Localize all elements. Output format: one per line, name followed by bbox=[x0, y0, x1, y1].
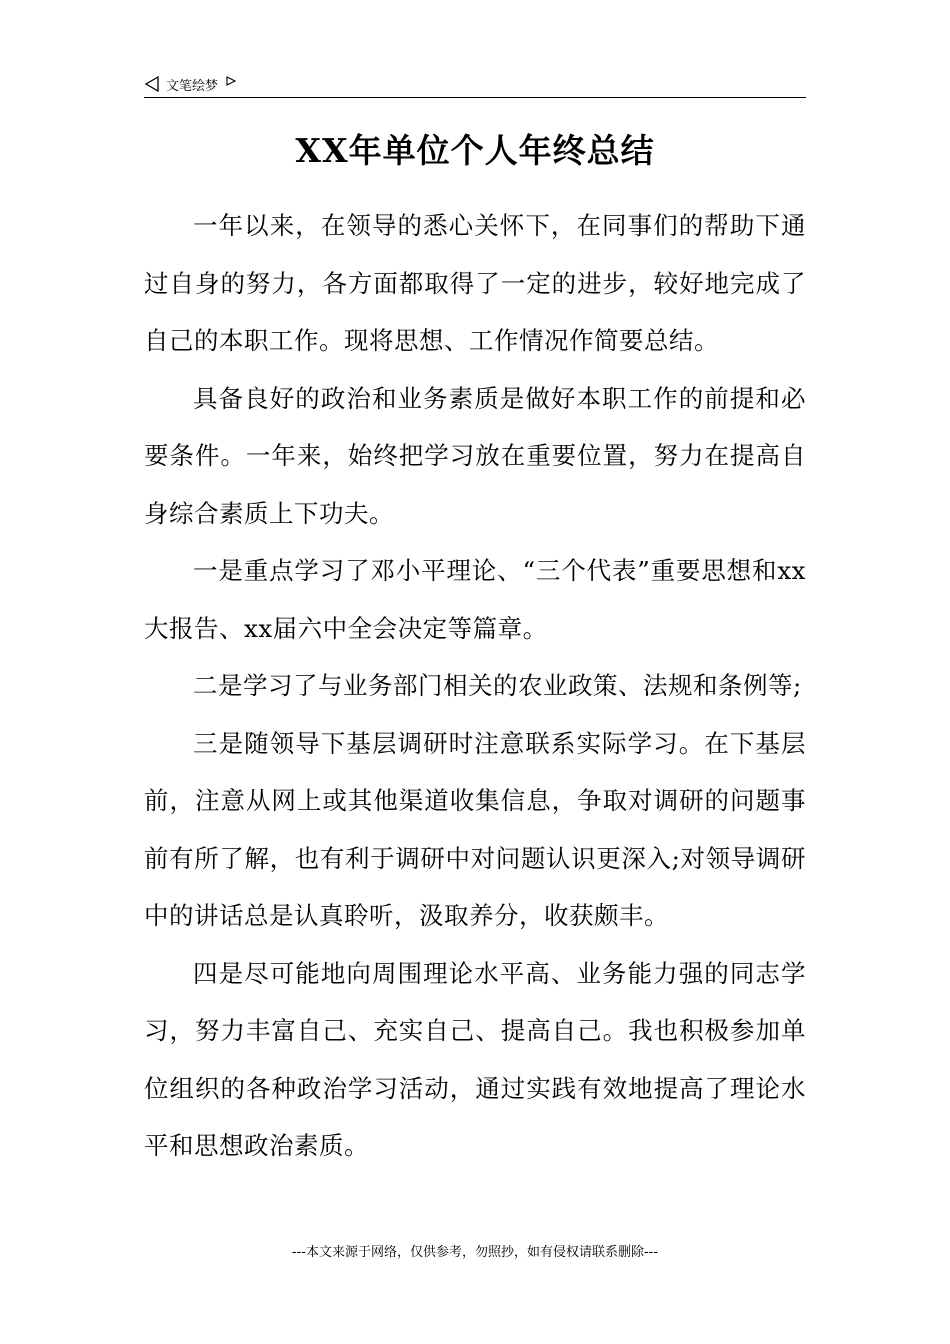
page-header bbox=[144, 72, 806, 96]
paragraph: 四是尽可能地向周围理论水平高、业务能力强的同志学习，努力丰富自己、充实自己、提高自己。我也积极参加单位组织的各种政治学习活动，通过实践有效地提高了理论水平和思想政治素质。 bbox=[144, 958, 806, 1160]
paragraph: 二是学习了与业务部门相关的农业政策、法规和条例等; bbox=[193, 671, 802, 700]
document-body bbox=[144, 197, 806, 1175]
triangle-right-icon bbox=[226, 76, 236, 86]
footer-disclaimer: ---本文来源于网络，仅供参考，勿照抄，如有侵权请联系删除--- bbox=[291, 1245, 659, 1260]
header-brand: 文笔绘梦 bbox=[166, 78, 219, 94]
triangle-left-icon bbox=[144, 76, 160, 92]
document-title: XX年单位个人年终总结 bbox=[295, 131, 655, 170]
header-divider bbox=[144, 97, 806, 98]
paragraph: 三是随领导下基层调研时注意联系实际学习。在下基层前，注意从网上或其他渠道收集信息，争取对调研的问题事前有所了解，也有利于调研中对问题认识更深入;对领导调研中的讲话总是认真聆听，汲取养分，收获颇丰。 bbox=[144, 728, 806, 930]
paragraph: 一年以来，在领导的悉心关怀下，在同事们的帮助下通过自身的努力，各方面都取得了一定的进步，较好地完成了自己的本职工作。现将思想、工作情况作简要总结。 bbox=[144, 211, 806, 355]
paragraph: 一是重点学习了邓小平理论、“三个代表”重要思想和xx大报告、xx届六中全会决定等篇章。 bbox=[144, 556, 806, 643]
paragraph: 具备良好的政治和业务素质是做好本职工作的前提和必要条件。一年来，始终把学习放在重要位置，努力在提高自身综合素质上下功夫。 bbox=[144, 383, 806, 528]
